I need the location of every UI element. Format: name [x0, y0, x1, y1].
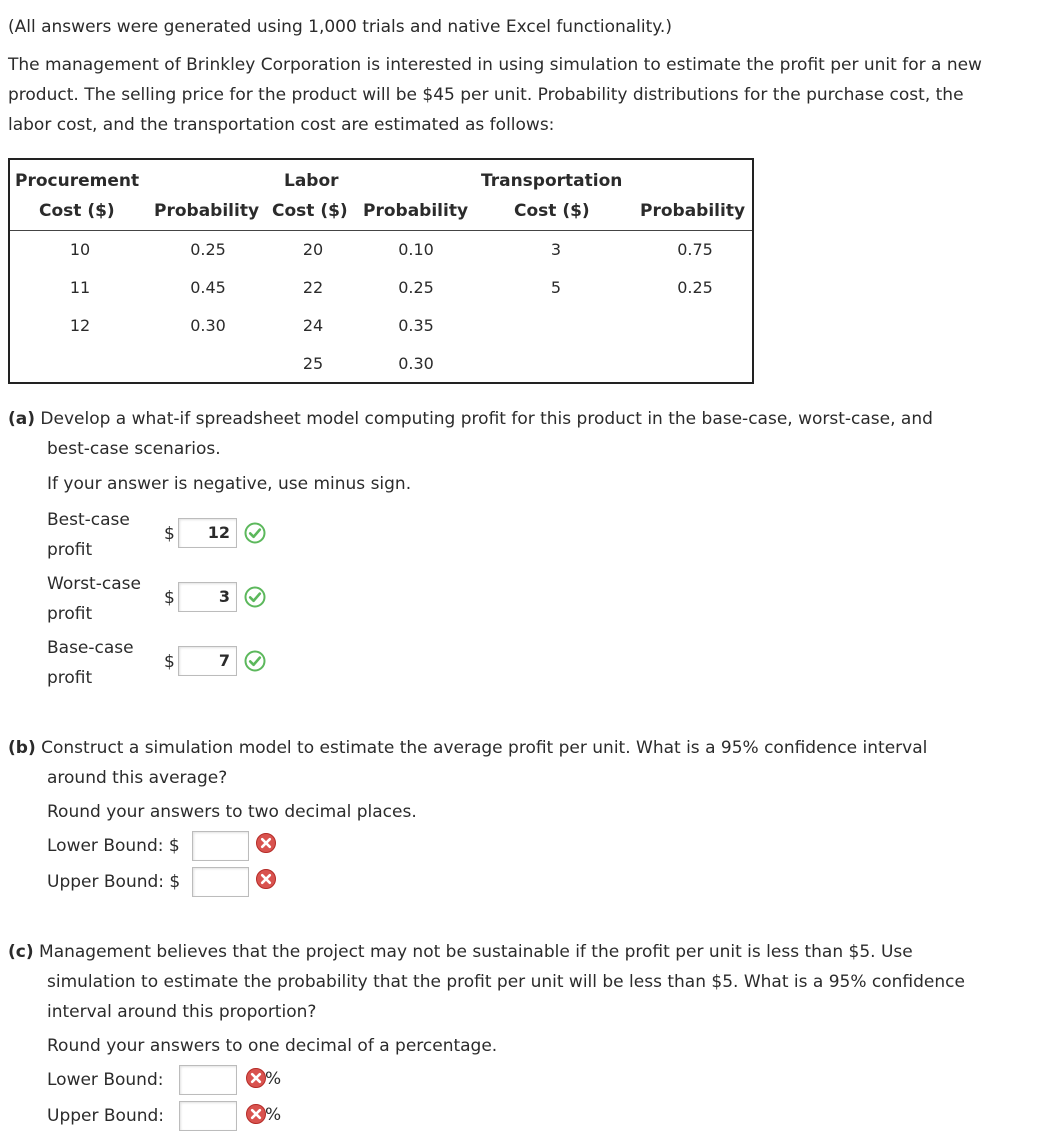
base-case-label-1: Base-case — [47, 638, 134, 658]
procurement-cost-cell: 12 — [69, 316, 91, 335]
part-a-instruction: If your answer is negative, use minus sign. — [47, 474, 412, 494]
correct-check-icon — [244, 522, 266, 544]
incorrect-x-icon — [245, 1067, 267, 1089]
part-c-upper-bound-label: Upper Bound: — [47, 1106, 165, 1126]
header-transportation: Transportation — [481, 171, 623, 191]
transportation-cost-cell: 3 — [550, 240, 562, 259]
part-c-instruction: Round your answers to one decimal of a percentage. — [47, 1036, 498, 1056]
part-b-question-line-1 — [8, 733, 927, 763]
part-b-label: (b) — [8, 738, 36, 758]
best-case-currency: $ — [164, 524, 175, 544]
part-c-lower-bound-label: Lower Bound: — [47, 1070, 164, 1090]
part-a-question-line-1 — [8, 404, 933, 434]
part-b-text: Construct a simulation model to estimate the average profit per unit. What is a 95% confidence interval — [41, 738, 928, 758]
part-a-text: Develop a what-if spreadsheet model computing profit for this product in the base-case, worst-case, and — [40, 409, 933, 429]
problem-text-line-2: product. The selling price for the product will be $45 per unit. Probability distributions for the purchase cost, the — [8, 85, 964, 105]
incorrect-x-icon — [255, 832, 277, 854]
part-c-lower-bound-input[interactable] — [179, 1065, 237, 1095]
correct-check-icon — [244, 586, 266, 608]
procurement-cost-cell: 10 — [69, 240, 91, 259]
worst-case-label-1: Worst-case — [47, 574, 141, 594]
intro-note: (All answers were generated using 1,000 trials and native Excel functionality.) — [8, 17, 672, 37]
procurement-prob-cell: 0.45 — [190, 278, 226, 297]
base-case-currency: $ — [164, 652, 175, 672]
part-c-label: (c) — [8, 942, 34, 962]
part-c-upper-bound-input[interactable] — [179, 1101, 237, 1131]
labor-cost-cell: 20 — [302, 240, 324, 259]
base-case-profit-input[interactable]: 7 — [178, 646, 237, 676]
header-procurement: Procurement — [15, 171, 140, 191]
header-procurement-cost: Cost ($) — [39, 201, 115, 221]
part-a-label: (a) — [8, 409, 36, 429]
header-transportation-cost: Cost ($) — [514, 201, 590, 221]
worst-case-label-2: profit — [47, 604, 93, 624]
transportation-cost-cell: 5 — [550, 278, 562, 297]
part-c-question-line-1 — [8, 937, 913, 967]
part-a-question-line-2: best-case scenarios. — [47, 439, 221, 459]
problem-text-line-3: labor cost, and the transportation cost are estimated as follows: — [8, 115, 555, 135]
best-case-profit-input[interactable]: 12 — [178, 518, 237, 548]
transportation-prob-cell: 0.25 — [677, 278, 713, 297]
labor-cost-cell: 25 — [302, 354, 324, 373]
labor-cost-cell: 24 — [302, 316, 324, 335]
part-b-lower-bound-label: Lower Bound: $ — [47, 836, 180, 856]
header-probability-3: Probability — [640, 201, 746, 221]
labor-prob-cell: 0.35 — [398, 316, 434, 335]
part-c-upper-percent-sign: % — [265, 1105, 282, 1125]
labor-prob-cell: 0.30 — [398, 354, 434, 373]
labor-cost-cell: 22 — [302, 278, 324, 297]
procurement-prob-cell: 0.30 — [190, 316, 226, 335]
procurement-cost-cell: 11 — [69, 278, 91, 297]
base-case-label-2: profit — [47, 668, 93, 688]
table-header-divider — [10, 230, 752, 231]
header-probability-2: Probability — [363, 201, 469, 221]
part-c-text: Management believes that the project may not be sustainable if the profit per unit is less than $5. Use — [39, 942, 913, 962]
incorrect-x-icon — [255, 868, 277, 890]
header-probability-1: Probability — [154, 201, 260, 221]
part-b-upper-bound-input[interactable] — [192, 867, 249, 897]
header-labor-cost: Cost ($) — [272, 201, 348, 221]
header-labor: Labor — [284, 171, 339, 191]
part-c-question-line-2: simulation to estimate the probability that the profit per unit will be less than $5. What is a 95% confidence — [47, 972, 965, 992]
procurement-prob-cell: 0.25 — [190, 240, 226, 259]
part-b-question-line-2: around this average? — [47, 768, 228, 788]
part-b-instruction: Round your answers to two decimal places. — [47, 802, 417, 822]
transportation-prob-cell: 0.75 — [677, 240, 713, 259]
part-b-upper-bound-label: Upper Bound: $ — [47, 872, 181, 892]
problem-text-line-1: The management of Brinkley Corporation is interested in using simulation to estimate the profit per unit for a new — [8, 55, 982, 75]
part-c-question-line-3: interval around this proportion? — [47, 1002, 317, 1022]
correct-check-icon — [244, 650, 266, 672]
best-case-label-2: profit — [47, 540, 93, 560]
worst-case-profit-input[interactable]: 3 — [178, 582, 237, 612]
part-b-lower-bound-input[interactable] — [192, 831, 249, 861]
probability-distribution-table — [8, 158, 754, 384]
best-case-label-1: Best-case — [47, 510, 130, 530]
incorrect-x-icon — [245, 1103, 267, 1125]
part-c-lower-percent-sign: % — [265, 1069, 282, 1089]
labor-prob-cell: 0.25 — [398, 278, 434, 297]
worst-case-currency: $ — [164, 588, 175, 608]
labor-prob-cell: 0.10 — [398, 240, 434, 259]
